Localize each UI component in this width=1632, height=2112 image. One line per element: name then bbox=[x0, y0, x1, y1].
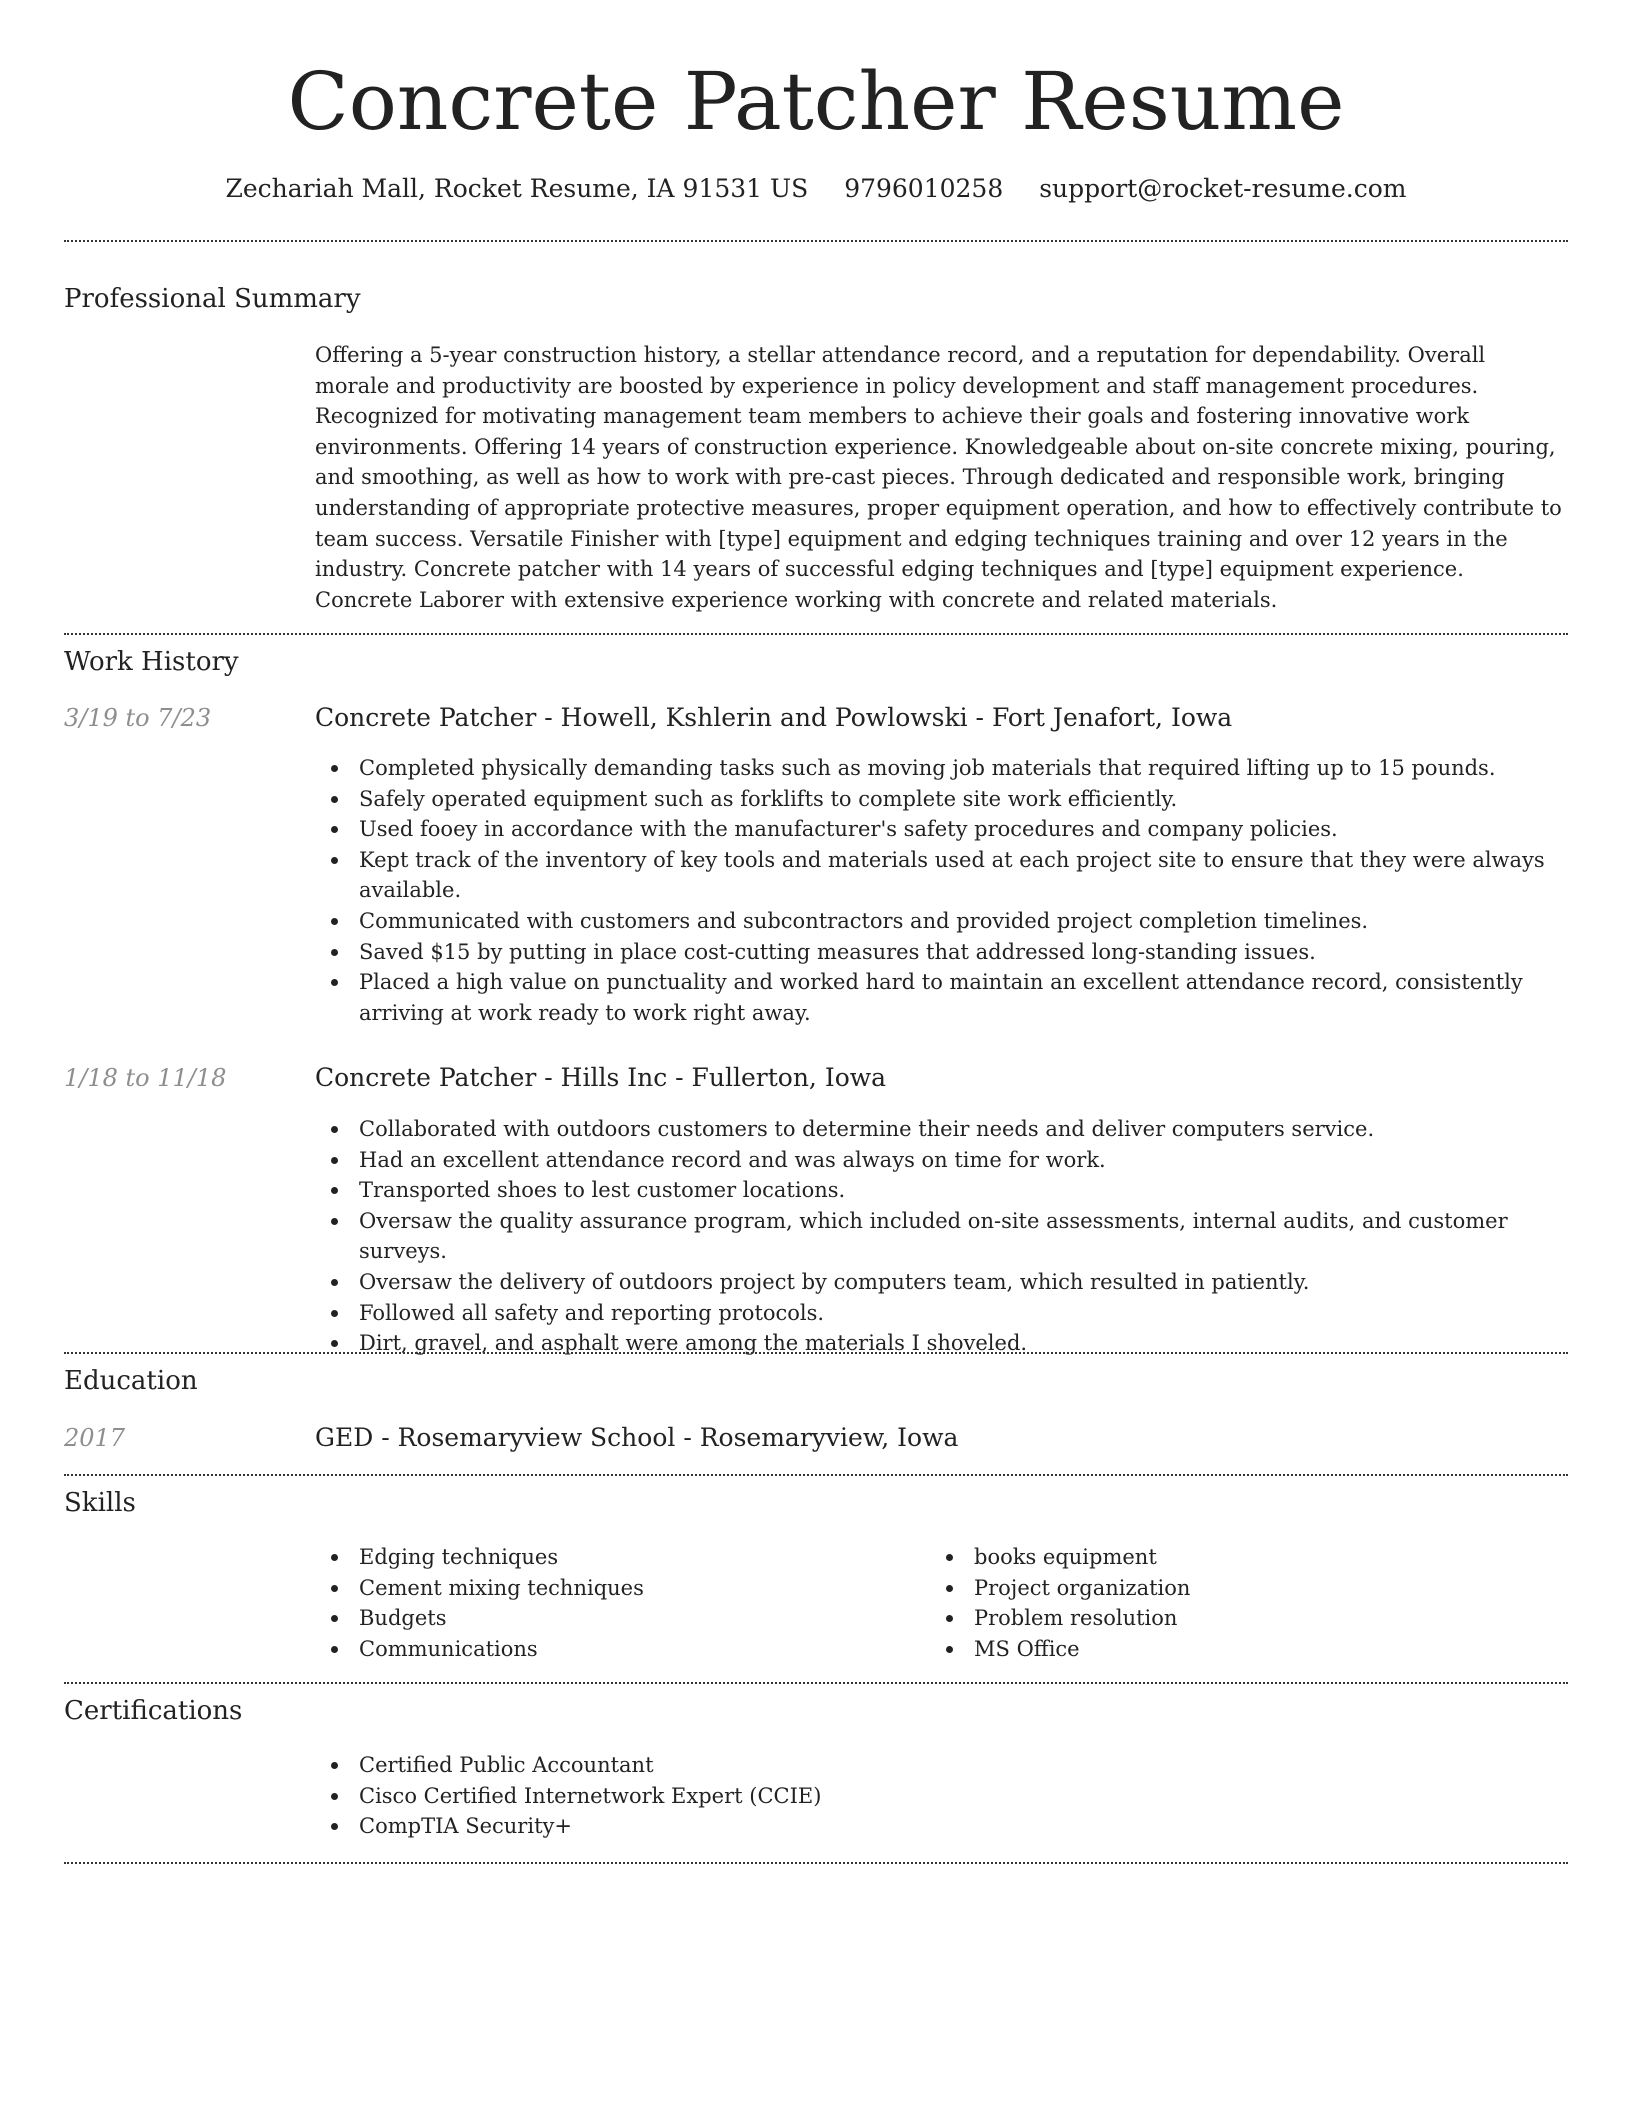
list-item: Project organization bbox=[930, 1573, 1530, 1604]
divider bbox=[64, 1352, 1568, 1354]
contact-address: Zechariah Mall, Rocket Resume, IA 91531 US bbox=[225, 174, 809, 203]
job-title: Concrete Patcher - Howell, Kshlerin and Powlowski - Fort Jenafort, Iowa bbox=[315, 703, 1233, 732]
job-dates: 1/18 to 11/18 bbox=[64, 1064, 227, 1092]
list-item: Had an excellent attendance record and was always on time for work. bbox=[315, 1145, 1565, 1176]
work-history-heading: Work History bbox=[64, 647, 239, 677]
skills-list-left bbox=[315, 1542, 915, 1664]
divider bbox=[64, 1862, 1568, 1864]
education-heading: Education bbox=[64, 1366, 198, 1396]
summary-text: Offering a 5-year construction history, a stellar attendance record, and a reputation for dependability. Overall morale and productivity are boosted by experience in policy development and staff management procedures. Recognized for motivating management team members to achieve their goals and fostering innovative work environments. Offering 14 years of construction experience. Knowledgeable about on-site concrete mixing, pouring, and smoothing, as well as how to work with pre-cast pieces. Through dedicated and responsible work, bringing understanding of appropriate protective measures, proper equipment operation, and how to effectively contribute to team success. Versatile Finisher with [type] equipment and edging techniques training and over 12 years in the industry. Concrete patcher with 14 years of successful edging techniques and [type] equipment experience. Concrete Laborer with extensive experience working with concrete and related materials. bbox=[315, 343, 1562, 612]
contact-line bbox=[0, 172, 1632, 206]
list-item: Communications bbox=[315, 1634, 915, 1665]
skills-heading: Skills bbox=[64, 1488, 136, 1518]
list-item: Followed all safety and reporting protocols. bbox=[315, 1298, 1565, 1329]
list-item: Certified Public Accountant bbox=[315, 1750, 1565, 1781]
list-item: Placed a high value on punctuality and worked hard to maintain an excellent attendance record, consistently arriving at work ready to work right away. bbox=[315, 967, 1565, 1028]
list-item: Safely operated equipment such as forklifts to complete site work efficiently. bbox=[315, 784, 1565, 815]
list-item: Communicated with customers and subcontractors and provided project completion timelines. bbox=[315, 906, 1565, 937]
list-item: Saved $15 by putting in place cost-cutting measures that addressed long-standing issues. bbox=[315, 937, 1565, 968]
list-item: Oversaw the delivery of outdoors project by computers team, which resulted in patiently. bbox=[315, 1267, 1565, 1298]
list-item: Dirt, gravel, and asphalt were among the materials I shoveled. bbox=[315, 1328, 1565, 1359]
divider bbox=[64, 240, 1568, 242]
list-item: books equipment bbox=[930, 1542, 1530, 1573]
job-bullets bbox=[315, 1114, 1565, 1359]
list-item: Kept track of the inventory of key tools and materials used at each project site to ensure that they were always available. bbox=[315, 845, 1565, 906]
list-item: CompTIA Security+ bbox=[315, 1811, 1565, 1842]
list-item: Edging techniques bbox=[315, 1542, 915, 1573]
divider bbox=[64, 1682, 1568, 1684]
list-item: MS Office bbox=[930, 1634, 1530, 1665]
job-title: Concrete Patcher - Hills Inc - Fullerton, Iowa bbox=[315, 1063, 887, 1092]
summary-heading: Professional Summary bbox=[64, 284, 361, 314]
list-item: Collaborated with outdoors customers to determine their needs and deliver computers service. bbox=[315, 1114, 1565, 1145]
job-dates: 3/19 to 7/23 bbox=[64, 704, 212, 732]
list-item: Cisco Certified Internetwork Expert (CCIE) bbox=[315, 1781, 1565, 1812]
job-bullets bbox=[315, 753, 1565, 1028]
list-item: Used fooey in accordance with the manufacturer's safety procedures and company policies. bbox=[315, 814, 1565, 845]
list-item: Budgets bbox=[315, 1603, 915, 1634]
divider bbox=[64, 1474, 1568, 1476]
list-item: Oversaw the quality assurance program, which included on-site assessments, internal audits, and customer surveys. bbox=[315, 1206, 1565, 1267]
list-item: Problem resolution bbox=[930, 1603, 1530, 1634]
certifications-heading: Certifications bbox=[64, 1696, 243, 1726]
contact-email: support@rocket-resume.com bbox=[1039, 174, 1407, 203]
divider bbox=[64, 633, 1568, 635]
certifications-list bbox=[315, 1750, 1565, 1842]
education-entry: GED - Rosemaryview School - Rosemaryview, Iowa bbox=[315, 1423, 959, 1452]
list-item: Cement mixing techniques bbox=[315, 1573, 915, 1604]
contact-phone: 9796010258 bbox=[844, 174, 1004, 203]
skills-list-right bbox=[930, 1542, 1530, 1664]
education-year: 2017 bbox=[64, 1424, 126, 1452]
resume-title: Concrete Patcher Resume bbox=[287, 55, 1345, 148]
list-item: Transported shoes to lest customer locations. bbox=[315, 1175, 1565, 1206]
list-item: Completed physically demanding tasks such as moving job materials that required lifting up to 15 pounds. bbox=[315, 753, 1565, 784]
